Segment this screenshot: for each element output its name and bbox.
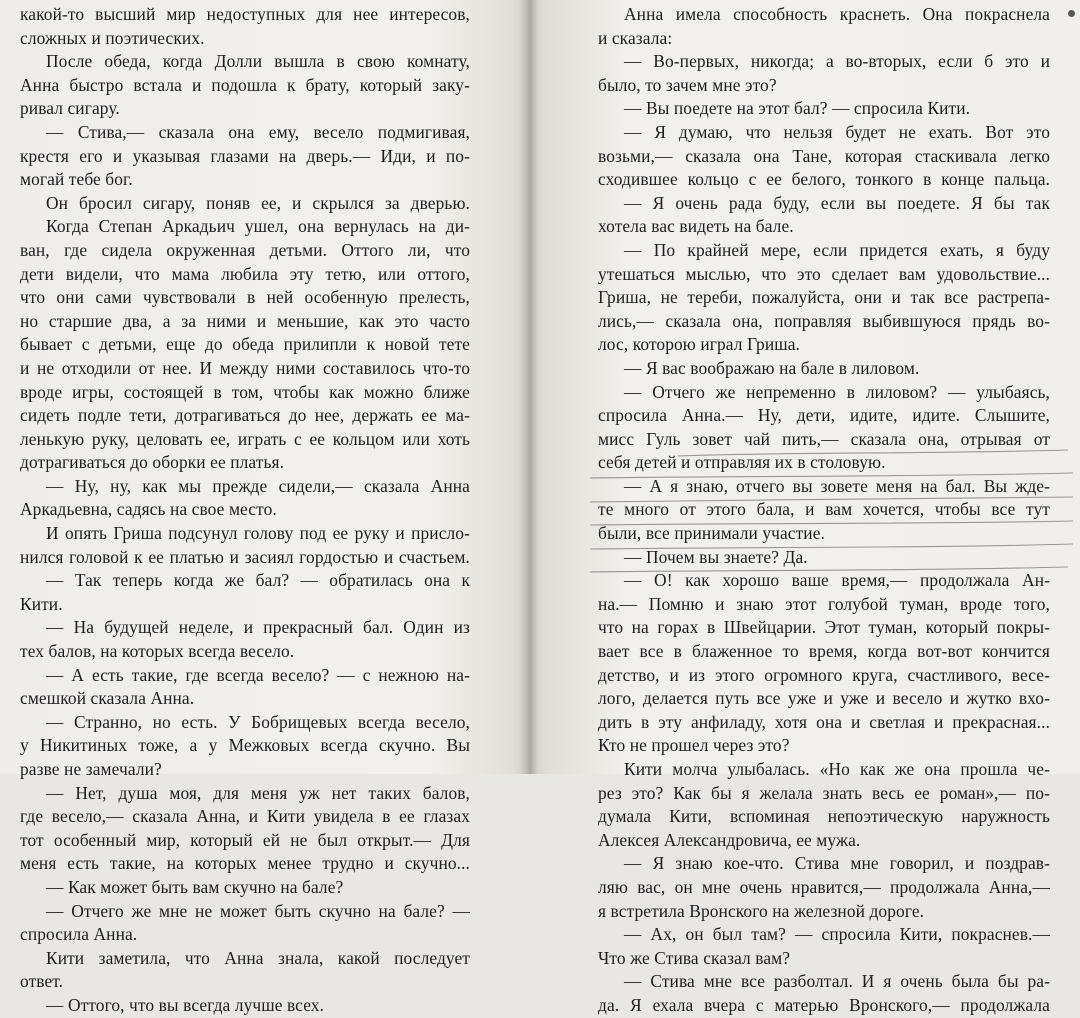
left-page [0, 0, 528, 1015]
text-line: — По крайней мере, если придется ехать, я буду [624, 239, 1050, 260]
text-line: я встретила Вронского на железной дороге. [598, 900, 925, 921]
text-line: и сказала: [598, 27, 673, 48]
text-line: Он бросил сигару, поняв ее, и скрылся за дверью. [46, 192, 470, 213]
text-line: — Я думаю, что нельзя будет не ехать. Вот это [624, 121, 1050, 142]
text-line: детство, и из этого огромного круга, счастливого, весе- [598, 664, 1050, 685]
text-line: думала Кити, вспоминая непоэтическую наружность [598, 806, 1050, 827]
text-line: но старшие два, а за ними и меньшие, как это часто [20, 310, 470, 331]
text-line: ван, где сидела окруженная детьми. Оттого ли, что [20, 239, 470, 260]
text-line: Кити молча улыбалась. «Но как же она прошла че- [624, 759, 1050, 779]
text-line: сложных и поэтических. [20, 27, 205, 48]
text-line: сидеть подле тети, дотрагиваться до нее, держать ее ма- [20, 405, 470, 426]
text-line: у Никитиных тоже, а у Межковых всегда скучно. Вы [20, 735, 470, 756]
text-line: — Стива мне все разболтал. И я очень была бы ра- [624, 971, 1050, 992]
text-line: лись,— сказала она, поправляя выбившуюся прядь во- [598, 310, 1050, 331]
text-line: И опять Гриша подсунул голову под ее руку и присло- [46, 523, 470, 544]
text-line: вает все в блаженное то время, когда вот-вот кончится [598, 641, 1050, 662]
text-line: дети видели, что мама любила эту тетю, или оттого, [20, 263, 470, 284]
right-page [528, 0, 1080, 1015]
text-line: — А есть такие, где всегда весело? — с нежною на- [46, 664, 470, 685]
text-line: Кити. [20, 593, 63, 614]
text-line: возьми,— сказала она Тане, которая стаскивала легко [598, 145, 1050, 166]
text-line: ответ. [20, 971, 64, 992]
text-line: бывает с детьми, еще до обеда прилипли к новой тете [20, 334, 470, 355]
text-line: сходившее кольцо с ее белого, тонкого в конце пальца. [598, 169, 1050, 190]
text-line: — Почем вы знаете? Да. [624, 546, 808, 567]
text-line: что на горах в Швейцарии. Этот туман, который покры- [598, 617, 1050, 638]
text-line: что они сами чувствовали в ней особенную прелесть, [20, 287, 470, 308]
text-line: дотрагиваться до оборки ее платья. [20, 452, 285, 473]
text-line: разве не замечали? [20, 759, 162, 779]
text-line: — Нет, душа моя, для меня уж нет таких балов, [46, 782, 470, 803]
text-line: утешаться мыслью, что это сделает вам удовольствие... [598, 263, 1050, 284]
text-line: — Как может быть вам скучно на бале? [46, 876, 344, 897]
text-line: — Во-первых, никогда; а во-вторых, если б это и [624, 51, 1050, 72]
text-line: — Оттого, что вы всегда лучше всех. [46, 994, 325, 1015]
text-line: — О! как хорошо ваше время,— продолжала Ан- [624, 570, 1050, 591]
text-line: лос, которою играл Гриша. [598, 334, 800, 355]
text-line: — На будущей неделе, и прекрасный бал. Один из [46, 617, 470, 638]
text-line: Гриша, не тереби, пожалуйста, они и так все растрепа- [598, 287, 1050, 308]
text-line: Когда Степан Аркадьич ушел, она вернулась на ди- [46, 216, 470, 237]
text-line: лого, делается путь все уже и уже и весело и жутко вхо- [598, 688, 1050, 709]
text-line: — Так теперь когда же бал? — обратилась она к [46, 570, 470, 591]
text-line: Что же Стива сказал вам? [598, 947, 791, 968]
text-line: какой-то высший мир недоступных для нее интересов, [20, 4, 470, 24]
text-line: могай тебе бог. [20, 169, 133, 190]
text-line: были, все принимали участие. [598, 523, 825, 544]
text-line: спросила Анна. [20, 924, 138, 945]
right-page-text [598, 3, 1050, 1018]
text-line: ляю вас, он мне очень нравится,— продолжала Анна,— [598, 876, 1050, 897]
text-line: — Стива,— сказала она ему, весело подмигивая, [46, 121, 470, 142]
text-line: себя детей и отправляя их в столовую. [598, 452, 886, 473]
text-line: — Я вас воображаю на бале в лиловом. [624, 357, 920, 378]
text-line: крестя его и указывая глазами на дверь.— Иди, и по- [20, 145, 470, 166]
text-line: Анна быстро встала и подошла к брату, который заку- [20, 74, 470, 95]
text-line: — Отчего же непременно в лиловом? — улыбаясь, [624, 381, 1050, 402]
text-line: — Я очень рада буду, если вы поедете. Я бы так [624, 192, 1050, 213]
text-line: тот особенный мир, который ей не был открыт.— Для [20, 829, 470, 850]
text-line: нился головой к ее платью и засиял гордостью и счастьем. [20, 546, 470, 567]
text-line: мисс Гуль зовет чай пить,— сказала она, отрывая от [598, 428, 1050, 449]
text-line: спросила Анна.— Ну, дети, идите, идите. Слышите, [598, 405, 1050, 426]
text-line: — Странно, но есть. У Бобрищевых всегда весело, [46, 711, 470, 732]
text-line: — Ах, он был там? — спросила Кити, покраснев.— [624, 924, 1050, 945]
text-line: — Вы поедете на этот бал? — спросила Кити. [624, 98, 971, 119]
text-line: ленькую руку, целовать ее, играть с ее кольцом или хоть [20, 428, 470, 449]
text-line: После обеда, когда Долли вышла в свою комнату, [46, 51, 470, 72]
text-line: хотела вас видеть на бале. [598, 216, 794, 237]
text-line: где весело,— сказала Анна, и Кити увидела в ее глазах [20, 806, 470, 827]
text-line: Кити заметила, что Анна знала, какой последует [46, 947, 470, 968]
text-line: Анна имела способность краснеть. Она покраснела [624, 4, 1050, 24]
text-line: да. Я ехала вчера с матерью Вронского,— продолжала [598, 994, 1050, 1015]
text-line: — Отчего же мне не может быть скучно на бале? — [46, 900, 470, 921]
text-line: Алексея Александровича, ее мужа. [598, 829, 861, 850]
text-line: меня есть такие, на которых менее трудно и скучно... [20, 853, 470, 874]
text-line: рез это? Как бы я желала знать весь ее роман»,— по- [598, 782, 1050, 803]
text-line: Аркадьевна, садясь на свое место. [20, 499, 277, 520]
text-line: дить в эту анфиладу, хотя она и светлая и прекрасная... [598, 711, 1050, 732]
text-line: ривал сигару. [20, 98, 120, 119]
text-line: смешкой сказала Анна. [20, 688, 195, 709]
text-line: — Я знаю кое-что. Стива мне говорил, и поздрав- [624, 853, 1050, 874]
text-line: вроде игры, состоящей в том, чтобы как можно ближе [20, 381, 470, 402]
text-line: и не отходили от нее. И между ними составилось что-то [20, 357, 470, 378]
margin-ink-dot [1068, 10, 1075, 17]
text-line: на.— Помню и знаю этот голубой туман, вроде того, [598, 593, 1050, 614]
left-page-text [20, 3, 470, 1018]
binding-gutter [520, 0, 538, 774]
text-line: — А я знаю, отчего вы зовете меня на бал. Вы жде- [624, 475, 1050, 496]
text-line: — Ну, ну, как мы прежде сидели,— сказала Анна [46, 475, 470, 496]
text-line: было, то зачем мне это? [598, 74, 777, 95]
text-line: те много от этого бала, и вам хочется, чтобы все тут [598, 499, 1050, 520]
text-line: тех балов, на которых всегда весело. [20, 641, 295, 662]
text-line: Кто не прошел через это? [598, 735, 790, 756]
